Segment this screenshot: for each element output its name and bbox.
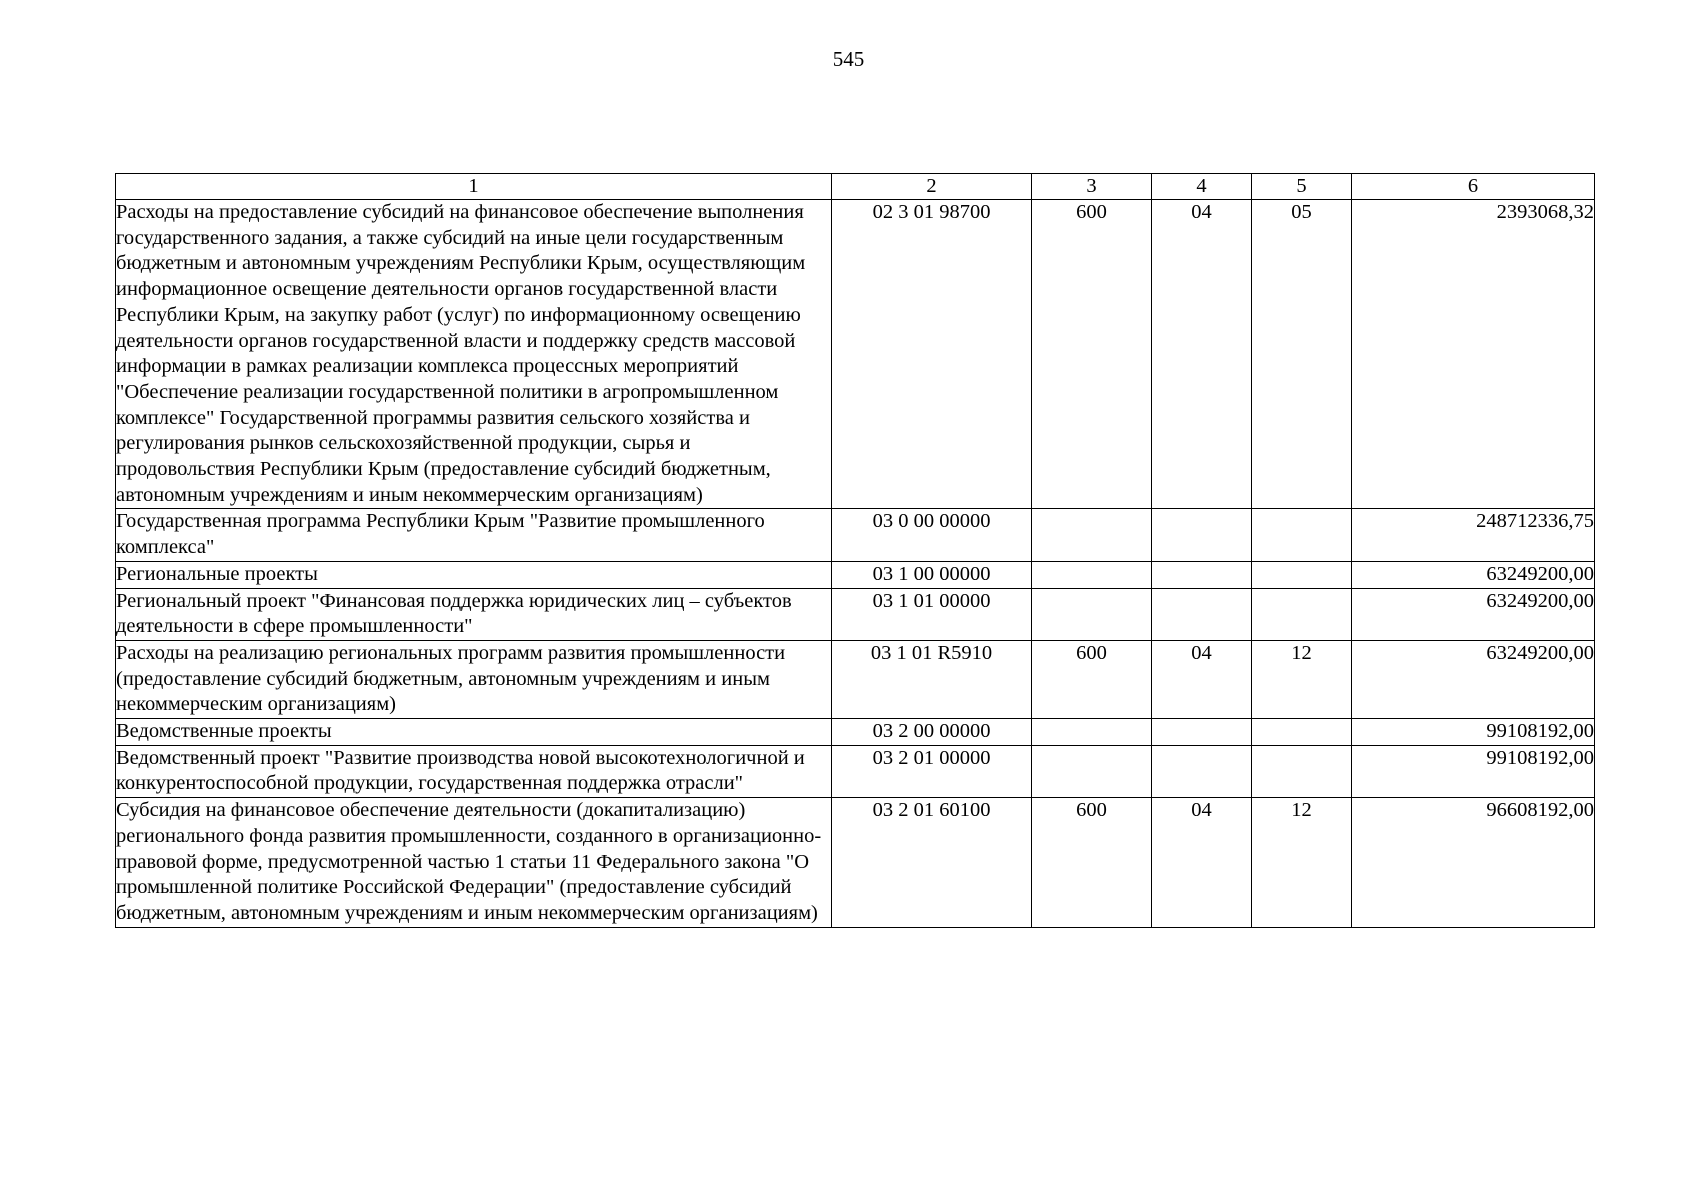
header-col-4: 4: [1152, 174, 1252, 200]
header-col-3: 3: [1032, 174, 1152, 200]
row-section: [1152, 561, 1252, 588]
table-row: [116, 719, 1595, 746]
row-name: Государственная программа Республики Крым "Развитие промышленного комплекса": [116, 509, 832, 561]
table-row: [116, 561, 1595, 588]
row-amount: 99108192,00: [1352, 719, 1595, 746]
table-row: [116, 588, 1595, 640]
row-amount: 63249200,00: [1352, 640, 1595, 718]
row-expense-type: [1032, 719, 1152, 746]
row-code: 03 2 00 00000: [832, 719, 1032, 746]
row-section: [1152, 509, 1252, 561]
row-amount: 63249200,00: [1352, 561, 1595, 588]
row-code: 03 2 01 60100: [832, 798, 1032, 928]
row-name: Региональный проект "Финансовая поддержка юридических лиц – субъектов деятельности в сфере промышленности": [116, 588, 832, 640]
row-code: 03 0 00 00000: [832, 509, 1032, 561]
row-name: Расходы на реализацию региональных программ развития промышленности (предоставление субсидий бюджетным, автономным учреждениям и иным некоммерческим организациям): [116, 640, 832, 718]
row-amount: 96608192,00: [1352, 798, 1595, 928]
header-col-5: 5: [1252, 174, 1352, 200]
table-row: [116, 640, 1595, 718]
row-section: 04: [1152, 640, 1252, 718]
row-subsection: [1252, 509, 1352, 561]
table-row: [116, 798, 1595, 928]
row-amount: 99108192,00: [1352, 745, 1595, 797]
row-name: Ведомственный проект "Развитие производства новой высокотехнологичной и конкурентоспособной продукции, государственная поддержка отрасли": [116, 745, 832, 797]
row-code: 02 3 01 98700: [832, 200, 1032, 509]
row-code: 03 1 01 00000: [832, 588, 1032, 640]
page-number: 545: [832, 47, 865, 71]
table-row: [116, 509, 1595, 561]
row-expense-type: 600: [1032, 798, 1152, 928]
table-row: [116, 200, 1595, 509]
row-expense-type: 600: [1032, 640, 1152, 718]
row-name: Субсидия на финансовое обеспечение деятельности (докапитализацию) регионального фонда развития промышленности, созданного в организационно-правовой форме, предусмотренной частью 1 статьи 11 Федерального закона "О промышленной политике Российской Федерации" (предоставление субсидий бюджетным, автономным учреждениям и иным некоммерческим организациям): [116, 798, 832, 928]
row-subsection: [1252, 561, 1352, 588]
row-section: 04: [1152, 200, 1252, 509]
header-col-2: 2: [832, 174, 1032, 200]
row-expense-type: 600: [1032, 200, 1152, 509]
row-amount: 248712336,75: [1352, 509, 1595, 561]
row-name: Расходы на предоставление субсидий на финансовое обеспечение выполнения государственного задания, а также субсидий на иные цели государственным бюджетным и автономным учреждениям Республики Крым, осуществляющим информационное освещение деятельности органов государственной власти Республики Крым, на закупку работ (услуг) по информационному освещению деятельности органов государственной власти и поддержку средств массовой информации в рамках реализации комплекса процессных мероприятий "Обеспечение реализации государственной политики в агропромышленном комплексе" Государственной программы развития сельского хозяйства и регулирования рынков сельскохозяйственной продукции, сырья и продовольствия Республики Крым (предоставление субсидий бюджетным, автономным учреждениям и иным некоммерческим организациям): [116, 200, 832, 509]
row-code: 03 1 00 00000: [832, 561, 1032, 588]
row-section: [1152, 719, 1252, 746]
table-row: [116, 745, 1595, 797]
header-col-1: 1: [116, 174, 832, 200]
budget-table: [115, 173, 1595, 928]
row-section: [1152, 588, 1252, 640]
row-expense-type: [1032, 561, 1152, 588]
row-expense-type: [1032, 509, 1152, 561]
row-subsection: [1252, 588, 1352, 640]
row-subsection: 05: [1252, 200, 1352, 509]
row-expense-type: [1032, 745, 1152, 797]
row-name: Региональные проекты: [116, 561, 832, 588]
header-col-6: 6: [1352, 174, 1595, 200]
row-name: Ведомственные проекты: [116, 719, 832, 746]
row-code: 03 2 01 00000: [832, 745, 1032, 797]
row-subsection: 12: [1252, 798, 1352, 928]
row-subsection: 12: [1252, 640, 1352, 718]
header-row: [116, 174, 1595, 200]
row-section: [1152, 745, 1252, 797]
row-amount: 2393068,32: [1352, 200, 1595, 509]
row-subsection: [1252, 719, 1352, 746]
row-amount: 63249200,00: [1352, 588, 1595, 640]
row-section: 04: [1152, 798, 1252, 928]
row-subsection: [1252, 745, 1352, 797]
row-code: 03 1 01 R5910: [832, 640, 1032, 718]
row-expense-type: [1032, 588, 1152, 640]
